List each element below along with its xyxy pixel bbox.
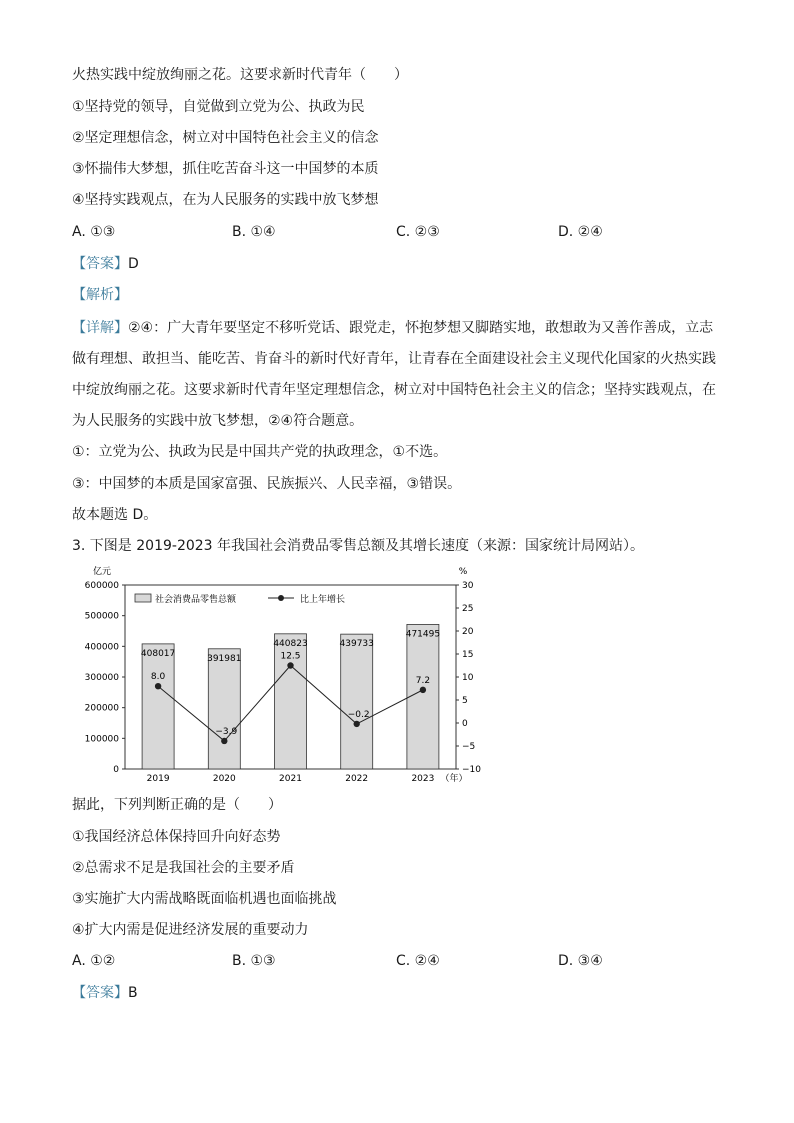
sales-bar [341, 634, 373, 769]
right-axis-unit: % [458, 567, 468, 577]
answer-tag: 【答案】 [72, 256, 128, 272]
bar-value-label: 440823 [273, 638, 308, 649]
q3-answer-tag: 【答案】 [72, 985, 128, 1001]
growth-value-label: −0.2 [347, 709, 370, 720]
statement-2: ②坚定理想信念，树立对中国特色社会主义的信念 [72, 130, 379, 146]
q3-statement-4: ④扩大内需是促进经济发展的重要动力 [72, 922, 309, 938]
x-tick-label: 2021 [279, 774, 302, 784]
x-axis-unit: （年） [440, 774, 468, 784]
option-d: D. ②④ [558, 224, 603, 240]
growth-point [354, 721, 360, 727]
note-2: ③：中国梦的本质是国家富强、民族振兴、人民幸福，③错误。 [72, 476, 462, 492]
q3-statement-2: ②总需求不足是我国社会的主要矛盾 [72, 860, 295, 876]
question-stem: 火热实践中绽放绚丽之花。这要求新时代青年（ ） [72, 67, 408, 83]
left-axis-unit: 亿元 [92, 567, 112, 577]
sales-bar [142, 644, 174, 769]
left-tick-label: 0 [113, 765, 119, 775]
right-tick-label: 5 [462, 696, 468, 706]
option-c: C. ②③ [396, 224, 440, 240]
detail-paragraph [72, 313, 722, 437]
option-a: A. ①③ [72, 224, 116, 240]
growth-point [221, 738, 227, 744]
sales-bar [208, 649, 240, 769]
analysis-heading [72, 286, 128, 304]
statement-1: ①坚持党的领导，自觉做到立党为公、执政为民 [72, 99, 365, 115]
growth-value-label: 8.0 [150, 672, 166, 683]
answer-line [72, 255, 139, 273]
analysis-tag: 【解析】 [72, 287, 128, 303]
legend-bar-label: 社会消费品零售总额 [155, 595, 237, 605]
note-1: ①：立党为公、执政为民是中国共产党的执政理念，①不选。 [72, 444, 448, 460]
question-3-stem: 3. 下图是 2019-2023 年我国社会消费品零售总额及其增长速度（来源：国家统计局网站）。 [72, 538, 645, 554]
growth-value-label: 12.5 [280, 651, 301, 662]
right-tick-label: 30 [462, 581, 474, 591]
q3-answer-line [72, 984, 138, 1002]
legend-bar-swatch [135, 594, 151, 602]
q3-option-b: B. ①③ [232, 953, 276, 969]
q3-option-d: D. ③④ [558, 953, 603, 969]
statement-3: ③怀揣伟大梦想，抓住吃苦奋斗这一中国梦的本质 [72, 161, 379, 177]
detail-tag: 【详解】 [72, 320, 128, 336]
detail-text: ②④：广大青年要坚定不移听党话、跟党走，怀抱梦想又脚踏实地，敢想敢为又善作善成，立志做有理想、敢担当、能吃苦、肯奋斗的新时代好青年，让青春在全面建设社会主义现代化国家的火热实践中绽放绚丽之花。这要求新时代青年坚定理想信念，树立对中国特色社会主义的信念；坚持实践观点，在为人民服务的实践中放飞梦想，②④符合题意。 [72, 320, 716, 429]
question-3-prompt: 据此，下列判断正确的是（ ） [72, 797, 282, 813]
conclusion: 故本题选 D。 [72, 507, 158, 523]
legend-line-label: 比上年增长 [300, 595, 346, 605]
left-tick-label: 500000 [84, 611, 119, 622]
x-tick-label: 2022 [345, 774, 369, 784]
right-tick-label: −10 [462, 765, 481, 775]
left-tick-label: 600000 [84, 581, 119, 591]
bar-value-label: 471495 [405, 629, 441, 640]
right-tick-label: 0 [462, 719, 468, 729]
right-tick-label: 25 [462, 604, 474, 614]
left-tick-label: 300000 [84, 673, 119, 683]
legend-line-marker [278, 595, 284, 601]
q3-statement-1: ①我国经济总体保持回升向好态势 [72, 829, 281, 845]
x-tick-label: 2020 [212, 774, 236, 784]
bar-value-label: 391981 [207, 653, 242, 664]
right-tick-label: 15 [462, 650, 474, 660]
growth-value-label: −3.9 [215, 726, 238, 737]
sales-bar [407, 624, 439, 769]
growth-value-label: 7.2 [415, 675, 431, 686]
right-tick-label: 20 [462, 627, 474, 637]
q3-option-c: C. ②④ [396, 953, 440, 969]
chart-legend [135, 593, 345, 605]
option-b: B. ①④ [232, 224, 276, 240]
growth-point [155, 683, 161, 689]
retail-sales-chart [72, 564, 492, 786]
bar-value-label: 408017 [140, 648, 176, 659]
growth-point [287, 662, 293, 668]
left-tick-label: 400000 [84, 642, 119, 653]
growth-point [420, 687, 426, 693]
left-tick-label: 100000 [84, 734, 119, 745]
x-tick-label: 2019 [146, 774, 170, 784]
q3-statement-3: ③实施扩大内需战略既面临机遇也面临挑战 [72, 891, 337, 907]
left-tick-label: 200000 [84, 703, 119, 714]
q3-option-a: A. ①② [72, 953, 116, 969]
bar-value-label: 439733 [339, 639, 374, 650]
q3-answer-value: B [128, 985, 138, 1001]
right-tick-label: −5 [462, 742, 476, 752]
x-tick-label: 2023 [411, 774, 435, 784]
right-tick-label: 10 [462, 673, 474, 683]
answer-value: D [128, 256, 139, 272]
statement-4: ④坚持实践观点，在为人民服务的实践中放飞梦想 [72, 192, 379, 208]
